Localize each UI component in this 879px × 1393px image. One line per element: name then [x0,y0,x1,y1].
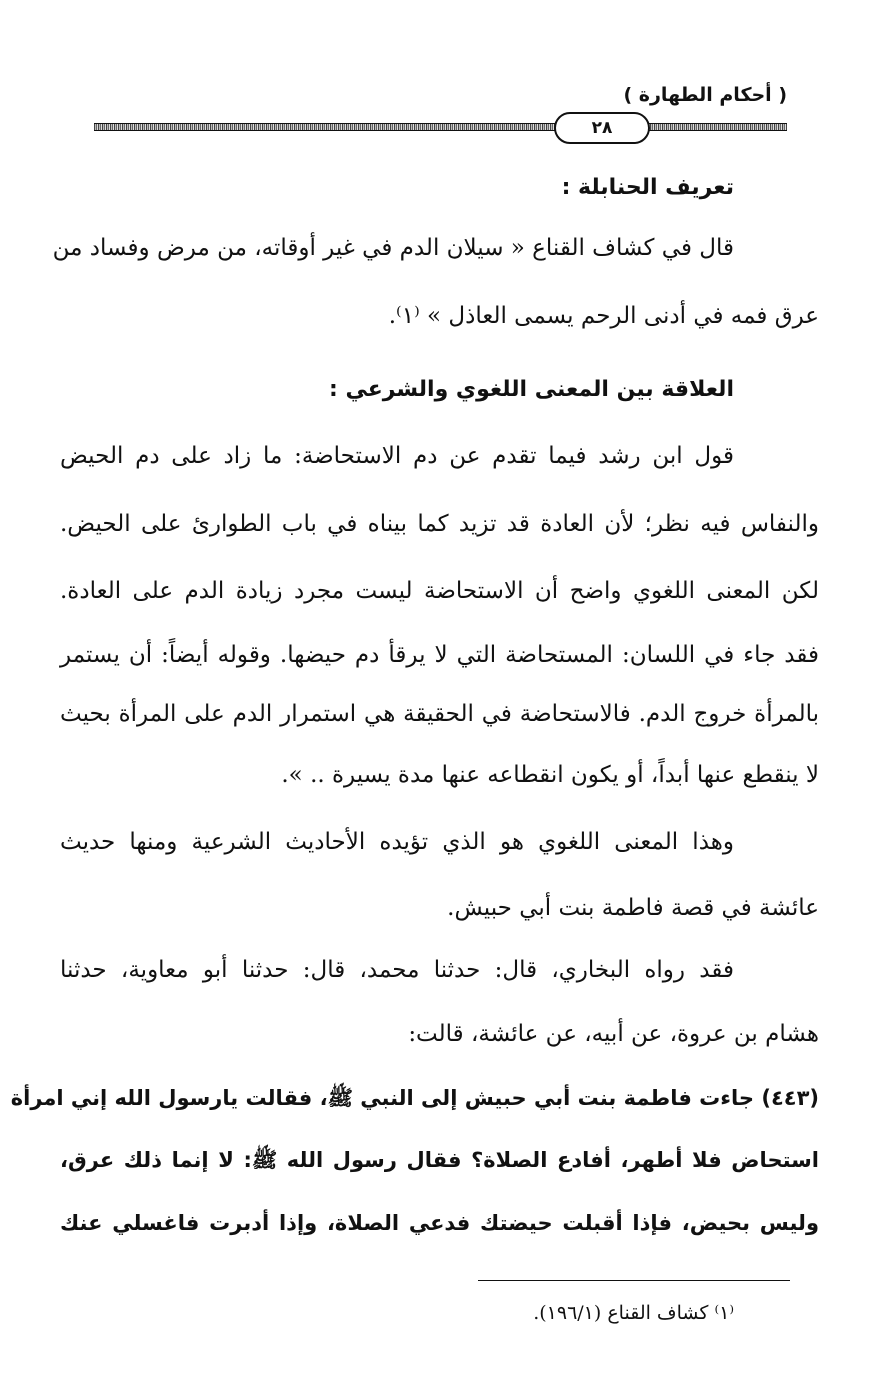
body-line: بالمرأة خروج الدم. فالاستحاضة في الحقيقة هي استمرار الدم على المرأة بحيث [60,701,819,727]
body-line: عرق فمه في أدنى الرحم يسمى العاذل » ⁽١⁾. [388,303,819,329]
footnote: ⁽١⁾ كشاف القناع (١٩٦/١). [533,1302,734,1324]
heading-relation: العلاقة بين المعنى اللغوي والشرعي : [328,377,734,402]
hadith-line: (٤٤٣) جاءت فاطمة بنت أبي حبيش إلى النبي ﷺ، فقالت يارسول الله إني امرأة [10,1086,819,1110]
body-line: فقد رواه البخاري، قال: حدثنا محمد، قال: حدثنا أبو معاوية، حدثنا [60,957,734,983]
body-line: قول ابن رشد فيما تقدم عن دم الاستحاضة: ما زاد على دم الحيض [60,443,734,469]
body-line: عائشة في قصة فاطمة بنت أبي حبيش. [447,895,819,921]
running-title: ( أحكام الطهارة ) [623,84,787,106]
body-line: لكن المعنى اللغوي واضح أن الاستحاضة ليست مجرد زيادة الدم على العادة. [60,578,819,604]
hadith-line: استحاض فلا أطهر، أفادع الصلاة؟ فقال رسول الله ﷺ: لا إنما ذلك عرق، [60,1148,819,1172]
page-number: ٢٨ [554,112,650,144]
body-line: لا ينقطع عنها أبداً، أو يكون انقطاعه عنها مدة يسيرة .. ». [281,762,819,788]
header-rule [94,120,787,132]
body-line: فقد جاء في اللسان: المستحاضة التي لا يرقأ دم حيضها. وقوله أيضاً: أن يستمر [60,642,819,668]
body-line: قال في كشاف القناع « سيلان الدم في غير أوقاته، من مرض وفساد من [52,235,734,261]
body-line: وهذا المعنى اللغوي هو الذي تؤيده الأحاديث الشرعية ومنها حديث [60,829,734,855]
body-line: والنفاس فيه نظر؛ لأن العادة قد تزيد كما بيناه في باب الطوارئ على الحيض. [60,511,819,537]
heading-hanbali-definition: تعريف الحنابلة : [561,175,734,200]
footnote-rule [478,1280,790,1281]
hadith-line: وليس بحيض، فإذا أقبلت حيضتك فدعي الصلاة، وإذا أدبرت فاغسلي عنك [60,1211,819,1235]
header-rule-band [94,123,787,131]
body-line: هشام بن عروة، عن أبيه، عن عائشة، قالت: [408,1021,819,1047]
